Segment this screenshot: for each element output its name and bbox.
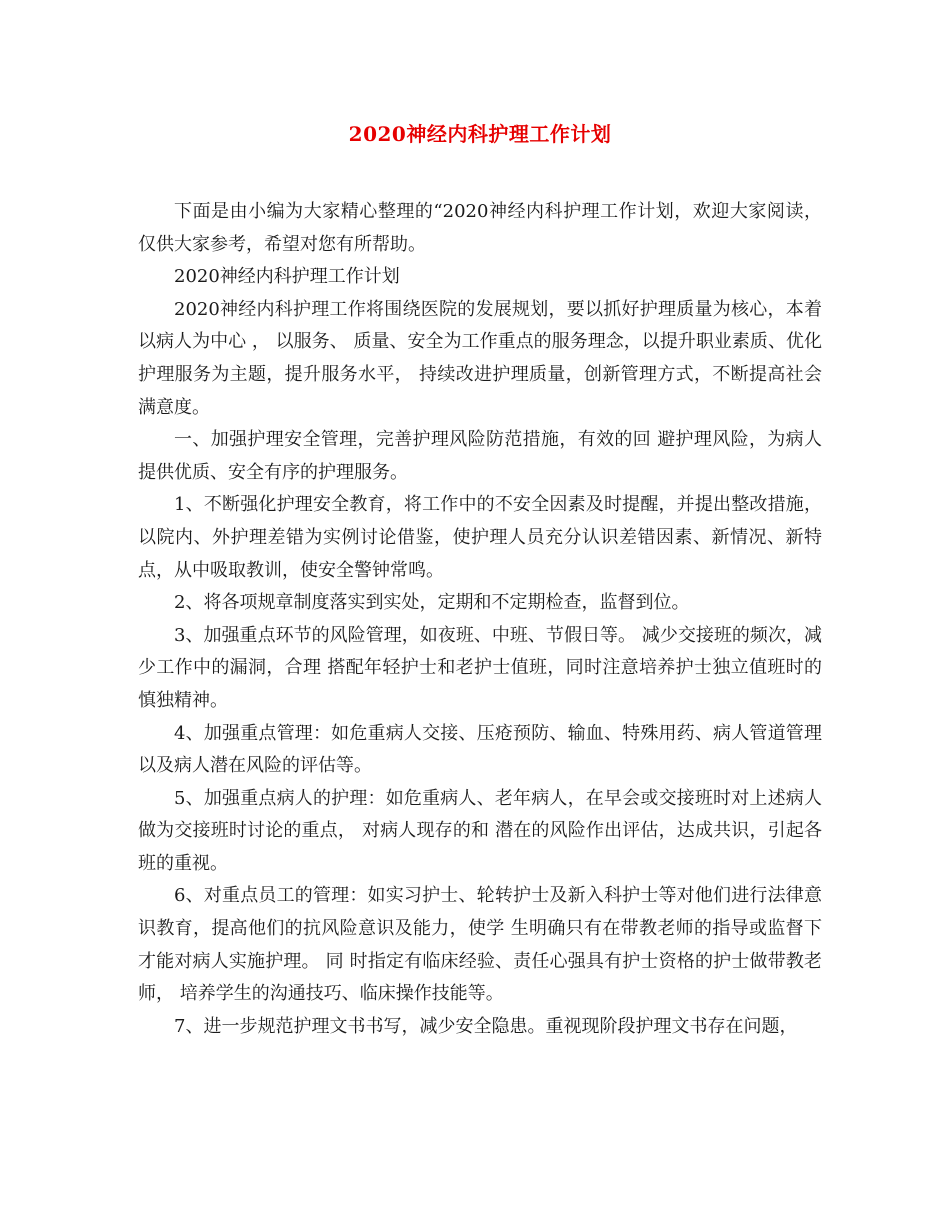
section-heading-1: 一、加强护理安全管理，完善护理风险防范措施，有效的回 避护理风险，为病人提供优质、安全有序的护理服务。 xyxy=(138,429,822,483)
subtitle-paragraph: 2020神经内科护理工作计划 xyxy=(174,266,400,288)
list-item-3: 3、加强重点环节的风险管理，如夜班、中班、节假日等。 减少交接班的频次，减少工作中的漏洞，合理 搭配年轻护士和老护士值班，同时注意培养护士独立值班时的慎独精神。 xyxy=(138,624,822,711)
document-title: 2020神经内科护理工作计划 xyxy=(348,122,612,146)
list-item-6: 6、对重点员工的管理：如实习护士、轮转护士及新入科护士等对他们进行法律意识教育，提高他们的抗风险意识及能力，使学 生明确只有在带教老师的指导或监督下才能对病人实施护理。 同 时指定有临床经验、责任心强具有护士资格的护士做带教老师， 培养学生的沟通技巧、临床操作技能等。 xyxy=(138,885,822,1005)
intro-paragraph: 下面是由小编为大家精心整理的“2020神经内科护理工作计划，欢迎大家阅读，仅供大家参考，希望对您有所帮助。 xyxy=(138,201,822,255)
list-item-5: 5、加强重点病人的护理：如危重病人、老年病人，在早会或交接班时对上述病人做为交接班时讨论的重点， 对病人现存的和 潜在的风险作出评估，达成共识，引起各班的重视。 xyxy=(138,787,822,874)
list-item-1: 1、不断强化护理安全教育，将工作中的不安全因素及时提醒，并提出整改措施，以院内、外护理差错为实例讨论借鉴，使护理人员充分认识差错因素、新情况、新特点，从中吸取教训，使安全警钟常鸣。 xyxy=(138,494,822,581)
overview-paragraph: 2020神经内科护理工作将围绕医院的发展规划，要以抓好护理质量为核心，本着以病人为中心 ， 以服务、 质量、安全为工作重点的服务理念，以提升职业素质、优化护理服务为主题，提升服务水平， 持续改进护理质量，创新管理方式，不断提高社会满意度。 xyxy=(138,298,822,418)
list-item-7: 7、进一步规范护理文书书写，减少安全隐患。重视现阶段护理文书存在问题， xyxy=(174,1015,798,1037)
list-item-2: 2、将各项规章制度落实到实处，定期和不定期检查，监督到位。 xyxy=(174,592,690,614)
list-item-4: 4、加强重点管理：如危重病人交接、压疮预防、输血、特殊用药、病人管道管理以及病人潜在风险的评估等。 xyxy=(138,722,822,777)
document-body xyxy=(138,196,822,1043)
